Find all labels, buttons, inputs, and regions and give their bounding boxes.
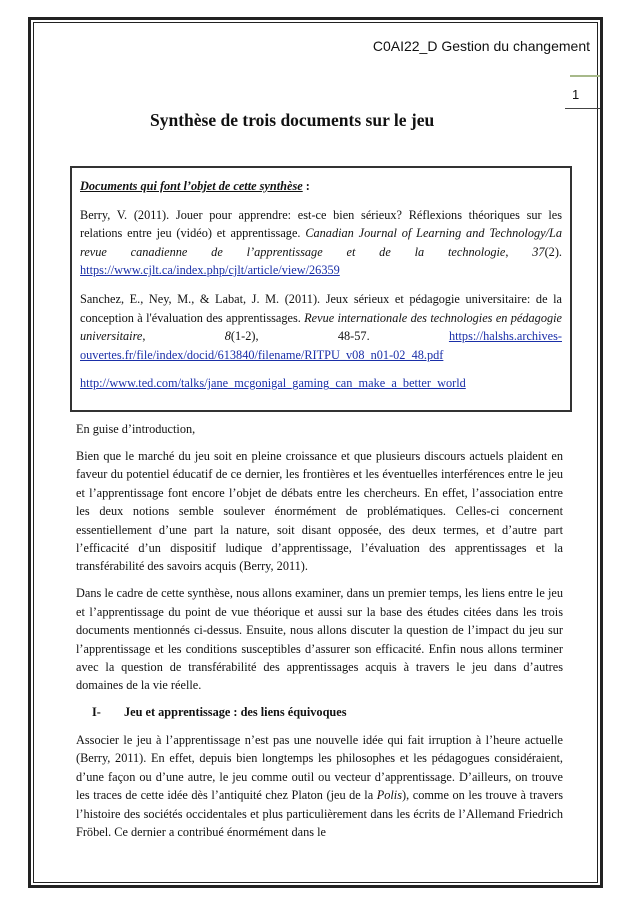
paragraph-1: Bien que le marché du jeu soit en pleine croissance et que plusieurs discours actuels plaident en faveur du potentiel éducatif de ce dernier, les frontières et les éventuelles interférences entre le jeu et l’apprentissage font encore l’objet de débats entre les chercheurs. En effet, l’association entre les deux notions semble soulever énormément de problématiques. Celles-ci concernent essentiellement d’une part la nature, soit disant opposée, des deux termes, et d’autre part l’efficacité d’un dispositif ludique d’apprentissage, l’évaluation des apprentissages et la transférabilité des savoirs acquis (Berry, 2011). [76,449,563,574]
body-text [76,420,563,850]
paragraph-3 [76,731,563,841]
intro-heading: En guise d’introduction, [76,422,196,436]
reference-berry-journal: Canadian Journal of Learning and Technology/La revue canadienne de l’apprentissage et de la technologie [80,226,562,259]
reference-berry-link[interactable]: https://www.cjlt.ca/index.php/cjlt/article/view/26359 [80,263,340,278]
reference-berry-authors: Berry, V. (2011). Jouer pour apprendre: est-ce bien sérieux? Réflexions théoriques sur les relations entre jeu (vidéo) et apprentissage. [80,207,562,241]
reference-ted-link[interactable]: http://www.ted.com/talks/jane_mcgonigal_gaming_can_make_a_better_world [80,376,466,391]
references-heading-line [80,177,562,196]
reference-sanchez-journal: Revue internationale des technologies en pédagogie universitaire [80,310,562,344]
reference-sanchez-issue: (1-2), 48-57. [230,329,449,344]
reference-sanchez-comma: , [142,329,225,344]
paragraph-2: Dans le cadre de cette synthèse, nous allons examiner, dans un premier temps, les liens entre le jeu et l’apprentissage du point de vue théorique et aussi sur la base des études citées dans les trois documents mentionnés ci-dessus. Ensuite, nous allons discuter la question de l’impact du jeu sur l’apprentissage et les conditions susceptibles d’assurer son efficacité. Enfin nous allons terminer avec la question de transférabilité des apprentissages acquis à travers le jeu dans d’autres domaines de la vie réelle. [76,586,563,693]
references-heading: Documents qui font l’objet de cette synthèse [80,179,303,193]
section-number: I- [92,705,101,720]
paragraph-3-italic: Polis [376,788,403,803]
paragraph-3-part-a: Associer le jeu à l’apprentissage n’est pas une nouvelle idée qui fait irruption à l’heure actuelle (Berry, 2011). En effet, depuis bien longtemps les philosophes et les pédagogues considéraient, d’une façon ou d’une autre, le jeu comme outil ou vecteur d’apprentissage. D’ailleurs, on trouve les traces de cette idée dès l’antiquité chez Platon (jeu de la [76,732,563,803]
reference-berry-issue: (2). [544,244,562,259]
page-number-line [565,108,600,109]
paragraph-3-part-b: ), comme on les trouve à travers l’histoire des sociétés occidentales et plus particulièrement dans les écrits de l’Allemand Friedrich Fröbel. Ce dernier a contribué énormément dans le [76,788,563,839]
references-box [70,166,572,412]
reference-sanchez [80,290,562,364]
reference-sanchez-authors: Sanchez, E., Ney, M., & Labat, J. M. (2011). Jeux sérieux et pédagogie universitaire: de la conception à l'évaluation des apprentissages. [80,291,562,325]
page-number-rule [570,75,600,77]
reference-sanchez-link[interactable]: https://halshs.archives-ouvertes.fr/file/index/docid/613840/filename/RITPU_v08_n01-02_48.pdf [80,329,562,362]
reference-sanchez-volume: 8 [224,329,231,344]
reference-ted [80,374,562,393]
document-title: Synthèse de trois documents sur le jeu [150,110,435,130]
reference-berry [80,206,562,280]
page-number: 1 [572,87,580,102]
running-header: C0AI22_D Gestion du changement [372,38,590,54]
references-heading-colon: : [302,179,310,193]
section-heading [76,703,563,721]
reference-berry-comma: , [505,244,533,259]
reference-berry-volume: 37 [532,244,545,259]
section-title: Jeu et apprentissage : des liens équivoques [124,705,347,720]
